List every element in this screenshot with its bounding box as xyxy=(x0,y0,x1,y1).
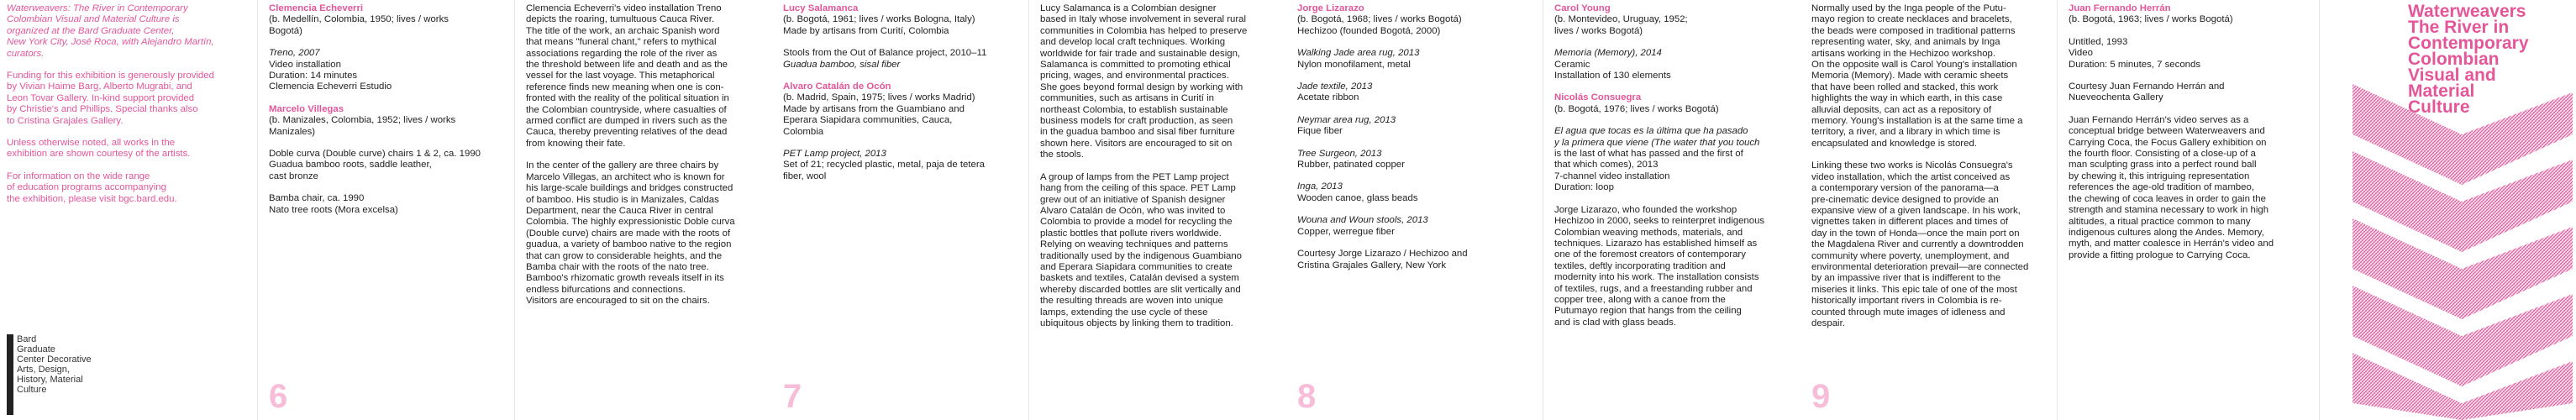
page-number: 9 xyxy=(1811,378,1831,415)
page-number: 7 xyxy=(783,378,802,415)
panel6-essay xyxy=(526,3,770,318)
fold-line xyxy=(1028,0,1029,420)
page-number: 6 xyxy=(269,378,288,415)
essay-paragraph: Jorge Lizarazo, who founded the workshop Hechizoo in 2000, seeks to reinterpret indigenous Colombian weaving methods, materials, and techniques. Lizarazo has established himself as one of the foremost creators of contemporary textiles, deftly incorporating tradition and modernity into his work. The installation consists of textiles, rugs, and a freestanding rubber and copper tree, along with a canoe from the Putumayo region that hangs from the ceiling and is clad with glass beads. xyxy=(1554,204,1765,328)
panel7-essay xyxy=(1040,3,1284,340)
artist-name: Nicolás Consuegra xyxy=(1554,92,1642,103)
page-number: 8 xyxy=(1297,378,1317,415)
essay-paragraph: Normally used by the Inga people of the Putu- mayo region to create necklaces and bracelets, the beads were composed in traditional patterns representing water, sky, and animals by Inga artisans working in the Hechizoo workshop. On the opposite wall is Carol Young's installation Memoria (Memory). Made with ceramic sheets that have been rolled and stacked, this work highlights the way in which earth, in this case alluvial deposits, can act as a repository of memory. Young's installation is at the same time a territory, a river, and a library in which time is encapsulated and knowledge is stored. xyxy=(1811,3,2023,149)
fold-line xyxy=(2057,0,2058,420)
artist-name: Lucy Salamanca xyxy=(783,3,859,13)
panel7-credits: Lucy Salamanca (b. Bogotá, 1961; lives / works Bologna, Italy) Made by artisans from Curití, Colombia Stools from the Out of Balance project, 2010–11 Guadua bamboo, sisal fiber Alvaro Catalán de Ocón (b. Madrid, Spain, 1975; lives / works Madrid) Made by artisans from the Guambiano and Eperara Siapidara communities, Cauca, Colombia PET Lamp project, 2013 Set of 21; recycled plastic, metal, paja de tetera fiber, wool xyxy=(783,3,987,181)
essay-paragraph: Juan Fernando Herrán's video serves as a conceptual bridge between Waterweavers and Carrying Coca, the Focus Gallery exhibition on the fourth floor. Consisting of a close-up of a man sculpting grass into a perfect round ball by chewing it, this intriguing representation references the age-old tradition of mambeo, the chewing of coca leaves in order to gain the strength and stamina necessary to work in high altitudes, a ritual practice common to many indigenous cultures along the Andes. Memory, myth, and matter coalesce in Herrán's video and provide a fitting prologue to Carrying Coca. xyxy=(2069,114,2274,260)
fold-line xyxy=(257,0,258,420)
artist-name: Alvaro Catalán de Ocón xyxy=(783,81,891,92)
woven-zigzag-pattern xyxy=(2353,76,2573,420)
panel8-credits: Jorge Lizarazo (b. Bogotá, 1968; lives / works Bogotá) Hechizoo (founded Bogotá, 2000) Walking Jade area rug, 2013 Nylon monofilament, metal Jade textile, 2013 Acetate ribbon Neymar area rug, 2013 Fique fiber Tree Surgeon, 2013 Rubber, patinated copper Inga, 2013 Wooden canoe, glass beads Wouna and Woun stools, 2013 Copper, werregue fiber Courtesy Jorge Lizarazo / Hechizoo and Cristina Grajales Gallery, New York xyxy=(1297,3,1468,270)
fold-line xyxy=(514,0,515,420)
colophon-column xyxy=(7,3,250,216)
panel9-essay xyxy=(1811,3,2055,340)
essay-paragraph: A group of lamps from the PET Lamp project hang from the ceiling of this space. PET Lamp grew out of an initiative of Spanish designer Alvaro Catalán de Ocón, who was invited to Colombia to provide a model for recycling the plastic bottles that pollute rivers worldwide. Relying on weaving techniques and patterns traditionally used by the indigenous Guambiano and Eperara Siapidara communities to create baskets and textiles, Catalán devised a system whereby discarded bottles are slit vertically and the resulting threads are woven into unique lamps, extending the use cycle of these ubiquitous objects by linking them to tradition. xyxy=(1040,171,1242,328)
cover-title: Waterweavers The River in Contemporary Colombian Visual and Material Culture xyxy=(2408,2,2529,117)
essay-paragraph: Lucy Salamanca is a Colombian designer based in Italy whose involvement in several rural communities in Colombia has helped to preserve and develop local craft techniques. Working worldwide for fair trade and sustainable design, Salamanca is committed to promoting ethical pricing, wages, and environmental practices. She goes beyond formal design by working with communities, such as artisans in Curití in northeast Colombia, to establish sustainable business models for craft production, as seen in the guadua bamboo and sisal fiber furniture shown here. Visitors are encouraged to sit on the stools. xyxy=(1040,3,1248,160)
fold-line xyxy=(2319,0,2320,420)
panel6-credits: Clemencia Echeverri (b. Medellín, Colombia, 1950; lives / works Bogotá) Treno, 2007 Video installation Duration: 14 minutes Clemencia Echeverri Estudio Marcelo Villegas (b. Manizales, Colombia, 1952; lives / works Manizales) Doble curva (Double curve) chairs 1 & 2, ca. 1990 Guadua bamboo roots, saddle leather, cast bronze Bamba chair, ca. 1990 Nato tree roots (Mora excelsa) xyxy=(269,3,481,215)
intro-text: Waterweavers: The River in Contemporary Colombian Visual and Material Culture is organized at the Bard Graduate Center, New York City, José Roca, with Alejandro Martín, curators. xyxy=(7,3,214,59)
panel8-credits-essay: Carol Young (b. Montevideo, Uruguay, 1952; lives / works Bogotá) Memoria (Memory), 2014 Ceramic Installation of 130 elements Nicolás Consuegra (b. Bogotá, 1976; lives / works Bogotá) El agua que tocas es la última que ha pasado y la primera que viene (The water that you touch is the last of what has passed and the first of that which comes), 2013 7-channel video installation Duration: loop Jorge Lizarazo, who founded the workshop Hechizoo in 2000, seeks to reinterpret indigenous Colombian weaving methods, materials, and techniques. Lizarazo has established himself as one of the foremost creators of contemporary textiles, deftly incorporating tradition and modernity into his work. The installation consists of textiles, rugs, and a freestanding rubber and copper tree, along with a canoe from the Putumayo region that hangs from the ceiling and is clad with glass beads. xyxy=(1554,3,1798,339)
info-text: For information on the wide range of education programs accompanying the exhibition, please visit bgc.bard.edu. xyxy=(7,171,177,204)
logo-mark xyxy=(7,334,13,415)
artist-name: Carol Young xyxy=(1554,3,1611,13)
essay-paragraph: Clemencia Echeverri's video installation Treno depicts the roaring, tumultuous Cauca River. The title of the work, an archaic Spanish word that means "funeral chant," refers to mythical associations regarding the role of the river as the threshold between life and death and as the vessel for the last voyage. This metaphorical reference finds new meaning when one is con- fronted with the reality of the political situation in the Colombian countryside, where casualties of armed conflict are dumped in rivers such as the Cauca, thereby preventing relatives of the dead from knowing their fate. xyxy=(526,3,729,149)
courtesy-text: Unless otherwise noted, all works in the exhibition are shown courtesy of the artists. xyxy=(7,138,191,160)
work-title: Treno, 2007 xyxy=(269,48,320,59)
panel9-credits-essay: Juan Fernando Herrán (b. Bogotá, 1963; lives / works Bogotá) Untitled, 1993 Video Duration: 5 minutes, 7 seconds Courtesy Juan Fernando Herrán and Nueveochenta Gallery Juan Fernando Herrán's video serves as a conceptual bridge between Waterweavers and Carrying Coca, the Focus Gallery exhibition on the fourth floor. Consisting of a close-up of a man sculpting grass into a perfect round ball by chewing it, this intriguing representation references the age-old tradition of mambeo, the chewing of coca leaves in order to gain the strength and stamina necessary to work in high altitudes, a ritual practice common to many indigenous cultures along the Andes. Memory, myth, and matter coalesce in Herrán's video and provide a fitting prologue to Carrying Coca. xyxy=(2069,3,2314,272)
logo-text: Bard Graduate Center Decorative Arts, Design, History, Material Culture xyxy=(17,334,92,395)
essay-paragraph: Linking these two works is Nicolás Consuegra's video installation, which the artist conceived as a contemporary version of the panorama—a pre-cinematic device designed to provide an expansive view of a given landscape. In his work, vignettes taken in different places and times of day in the town of Honda—once the main port on the Magdalena River and currently a downtrodden community where poverty, unemployment, and environmental deterioration prevail—are connected by an impassive river that is indifferent to the miseries it links. This epic tale of one of the most historically important rivers in Colombia is re- counted through mute images of idleness and despair. xyxy=(1811,160,2029,328)
artist-name: Clemencia Echeverri xyxy=(269,3,364,13)
essay-paragraph: In the center of the gallery are three chairs by Marcelo Villegas, an architect who is known for his large-scale buildings and bridges constructed of bamboo. His studio is in Manizales, Caldas Department, near the Cauca River in central Colombia. The highly expressionistic Doble curva (Double curve) chairs are made with the roots of guadua, a variety of bamboo native to the region that can grow to considerable heights, and the Bamba chair with the roots of the nato tree. Bamboo's rhizomatic growth reveals itself in its endless bifurcations and connections. Visitors are encouraged to sit on the chairs. xyxy=(526,160,735,307)
artist-name: Jorge Lizarazo xyxy=(1297,3,1364,13)
funding-text: Funding for this exhibition is generously provided by Vivian Haime Barg, Alberto Mugrabi, and Leon Tovar Gallery. In-kind support provided by Christie's and Phillips. Special thanks also to Cristina Grajales Gallery. xyxy=(7,71,214,126)
artist-name: Marcelo Villegas xyxy=(269,103,344,114)
artist-name: Juan Fernando Herrán xyxy=(2069,3,2171,13)
